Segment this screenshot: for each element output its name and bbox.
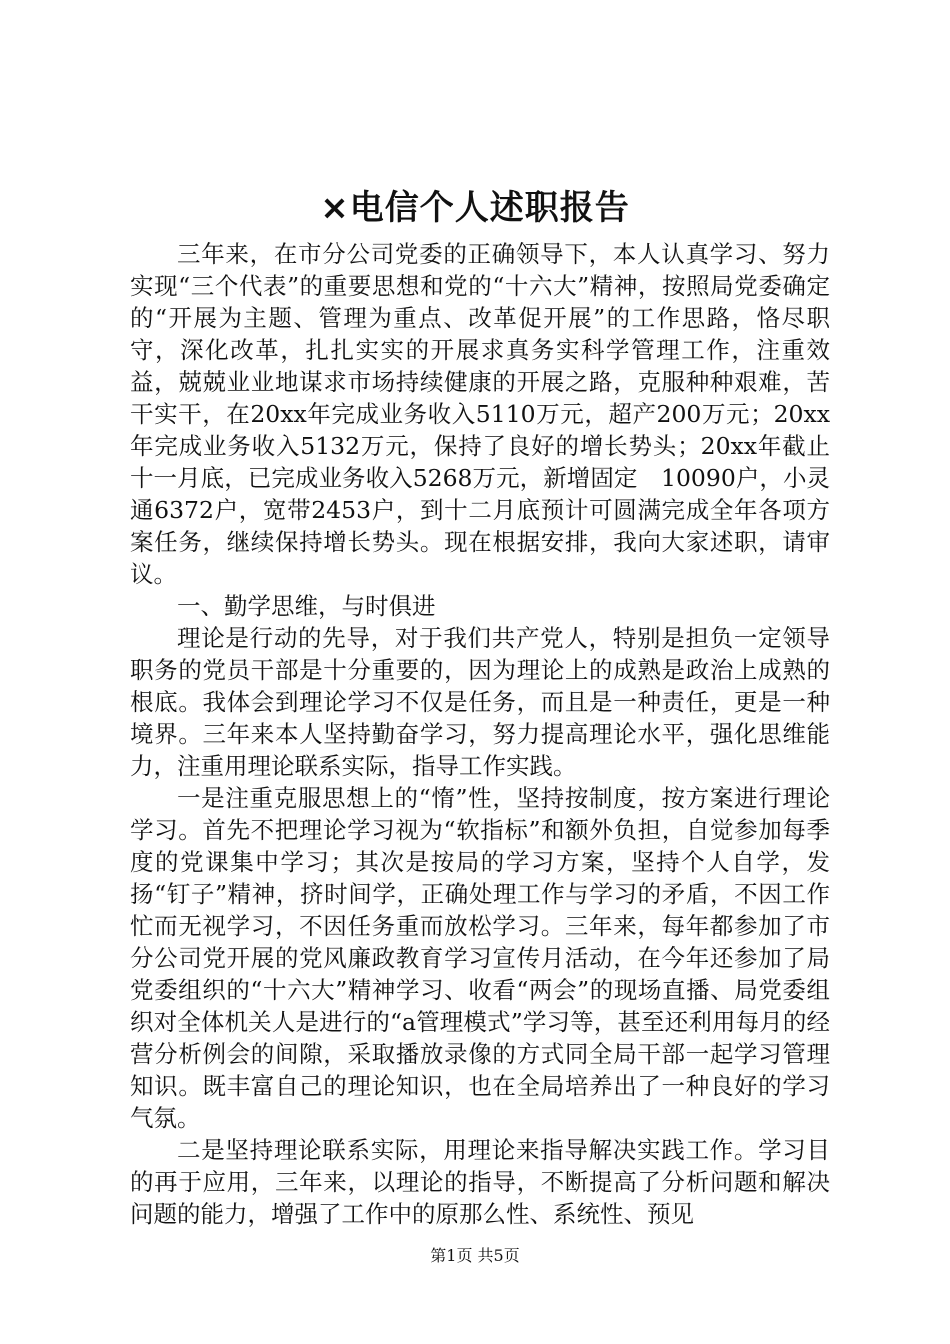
paragraph-intro: 三年来，在市分公司党委的正确领导下，本人认真学习、努力实现“三个代表”的重要思想和党的“十六大”精神，按照局党委确定的“开展为主题、管理为重点、改革促开展”的工作思路，恪尽职守，深化改革，扎扎实实的开展求真务实科学管理工作，注重效益，兢兢业业地谋求市场持续健康的开展之路，克服种种艰难，苦干实干，在20xx年完成业务收入5110万元，超产200万元；20xx年完成业务收入5132万元，保持了良好的增长势头；20xx年截止十一月底，已完成业务收入5268万元，新增固定 10090户，小灵通6372户，宽带2453户，到十二月底预计可圆满完成全年各项方案任务，继续保持增长势头。现在根据安排，我向大家述职，请审议。 [130, 240, 830, 588]
document-title: ×电信个人述职报告 [320, 188, 630, 228]
paragraph-theory: 理论是行动的先导，对于我们共产党人，特别是担负一定领导职务的党员干部是十分重要的，因为理论上的成熟是政治上成熟的根底。我体会到理论学习不仅是任务，而且是一种责任，更是一种境界。三年来本人坚持勤奋学习，努力提高理论水平，强化思维能力，注重用理论联系实际，指导工作实践。 [130, 624, 830, 780]
paragraph-point-2: 二是坚持理论联系实际，用理论来指导解决实践工作。学习目的再于应用，三年来，以理论的指导，不断提高了分析问题和解决问题的能力，增强了工作中的原那么性、系统性、预见 [130, 1136, 830, 1228]
paragraph-point-1: 一是注重克服思想上的“惰”性，坚持按制度，按方案进行理论学习。首先不把理论学习视为“软指标”和额外负担，自觉参加每季度的党课集中学习；其次是按局的学习方案，坚持个人自学，发扬“钉子”精神，挤时间学，正确处理工作与学习的矛盾，不因工作忙而无视学习，不因任务重而放松学习。三年来，每年都参加了市分公司党开展的党风廉政教育学习宣传月活动，在今年还参加了局党委组织的“十六大”精神学习、收看“两会”的现场直播、局党委组织对全体机关人是进行的“a管理模式”学习等，甚至还利用每月的经营分析例会的间隙，采取播放录像的方式同全局干部一起学习管理知识。既丰富自己的理论知识，也在全局培养出了一种良好的学习气氛。 [130, 784, 830, 1132]
page-footer: 第1页 共5页 [430, 1246, 520, 1265]
section-heading-1: 一、勤学思维，与时俱进 [177, 592, 436, 620]
document-body [130, 238, 830, 1230]
